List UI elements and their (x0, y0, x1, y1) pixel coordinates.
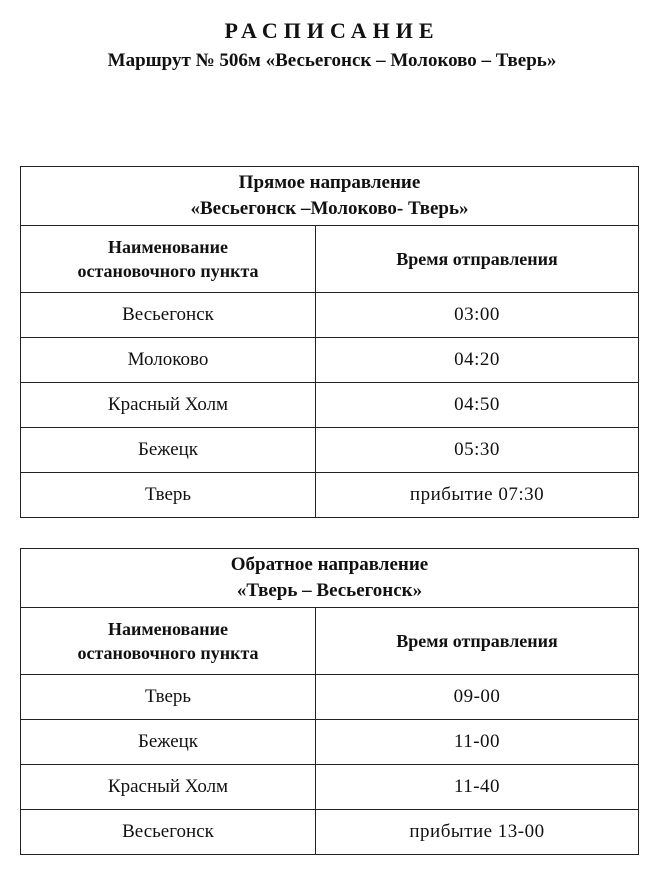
time-cell: 04:20 (316, 338, 639, 383)
reverse-caption-line1: Обратное направление (230, 554, 429, 575)
direct-caption (21, 167, 639, 226)
direct-col-stop-line1: Наименование (108, 237, 228, 257)
stop-cell: Весьегонск (21, 810, 316, 855)
reverse-col-time-header: Время отправления (316, 608, 639, 675)
reverse-col-stop-line1: Наименование (108, 619, 228, 639)
reverse-schedule-table (20, 548, 639, 855)
time-cell: прибытие 13-00 (316, 810, 639, 855)
reverse-caption (21, 549, 639, 608)
direct-col-stop-line2: остановочного пункта (77, 261, 259, 281)
stop-cell: Тверь (21, 675, 316, 720)
table-row (21, 383, 639, 428)
direct-caption-line2: «Весьегонск –Молоково- Тверь» (190, 198, 469, 219)
time-cell: 11-40 (316, 765, 639, 810)
table-row (21, 765, 639, 810)
stop-cell: Молоково (21, 338, 316, 383)
table-row (21, 428, 639, 473)
route-subtitle: Маршрут № 506м «Весьегонск – Молоково – Тверь» (107, 50, 557, 71)
direct-schedule-table (20, 166, 639, 518)
direct-caption-line1: Прямое направление (238, 172, 421, 193)
stop-cell: Тверь (21, 473, 316, 518)
reverse-col-stop-header (21, 608, 316, 675)
reverse-caption-line2: «Тверь – Весьегонск» (236, 580, 423, 601)
stop-cell: Красный Холм (21, 383, 316, 428)
time-cell: 05:30 (316, 428, 639, 473)
time-cell: прибытие 07:30 (316, 473, 639, 518)
page-title: РАСПИСАНИЕ (224, 18, 440, 43)
table-row (21, 338, 639, 383)
time-cell: 03:00 (316, 293, 639, 338)
table-row (21, 675, 639, 720)
direct-col-time-header: Время отправления (316, 226, 639, 293)
stop-cell: Весьегонск (21, 293, 316, 338)
stop-cell: Бежецк (21, 428, 316, 473)
table-row (21, 293, 639, 338)
stop-cell: Красный Холм (21, 765, 316, 810)
reverse-col-stop-line2: остановочного пункта (77, 643, 259, 663)
table-row (21, 810, 639, 855)
time-cell: 11-00 (316, 720, 639, 765)
direct-col-stop-header (21, 226, 316, 293)
time-cell: 09-00 (316, 675, 639, 720)
time-cell: 04:50 (316, 383, 639, 428)
table-row (21, 473, 639, 518)
stop-cell: Бежецк (21, 720, 316, 765)
table-row (21, 720, 639, 765)
